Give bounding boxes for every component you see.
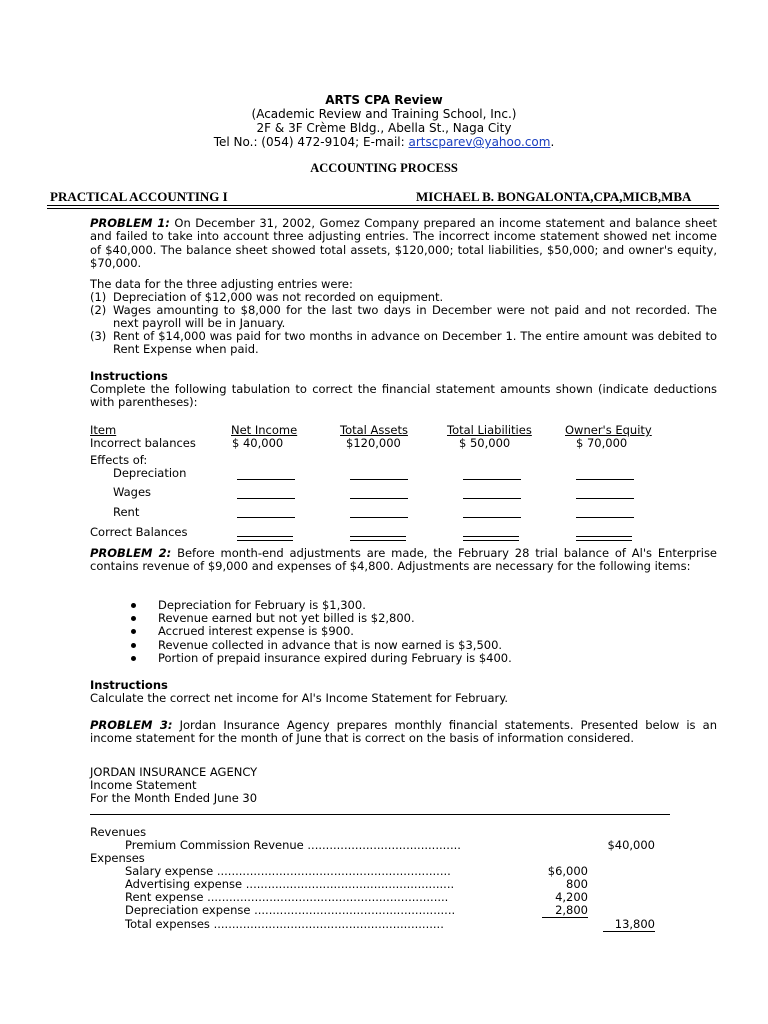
email-link[interactable]: artscparev@yahoo.com bbox=[408, 135, 551, 149]
entry-text: Depreciation of $12,000 was not recorded on equipment. bbox=[113, 290, 444, 304]
col-header-total-liabilities: Total Liabilities bbox=[447, 423, 532, 437]
topic-title: ACCOUNTING PROCESS bbox=[310, 161, 458, 175]
bullet-icon bbox=[131, 643, 136, 648]
course-title: PRACTICAL ACCOUNTING I bbox=[50, 189, 228, 204]
blank-wages-owners-equity[interactable] bbox=[576, 498, 634, 499]
entry-text: Rent of $14,000 was paid for two months in advance on December 1. The entire amount was debited to Rent Expense when paid. bbox=[113, 329, 717, 357]
entry-3 bbox=[90, 330, 717, 357]
blank-wages-total-assets[interactable] bbox=[350, 498, 408, 499]
blank-rent-total-liabilities[interactable] bbox=[463, 517, 521, 518]
col-header-net-income: Net Income bbox=[231, 423, 298, 437]
incorrect-total-assets: $120,000 bbox=[346, 436, 401, 450]
blank-depreciation-owners-equity[interactable] bbox=[576, 479, 634, 480]
problem2-instructions: Calculate the correct net income for Al's Income Statement for February. bbox=[90, 691, 509, 705]
blank-wages-total-liabilities[interactable] bbox=[463, 498, 521, 499]
tel-text: Tel No.: (054) 472-9104; E-mail: bbox=[213, 135, 409, 149]
premium-revenue-label: Premium Commission Revenue .......................................... bbox=[125, 838, 461, 852]
problem3-label: PROBLEM 3: bbox=[90, 718, 173, 732]
problem1-instructions: Complete the following tabulation to correct the financial statement amounts shown (indicate deductions with parentheses): bbox=[90, 382, 717, 410]
problem3-intro bbox=[90, 719, 717, 746]
problem2-text: Before month-end adjustments are made, the February 28 trial balance of Al's Enterprise contains revenue of $9,000 and expenses of $4,800. Adjustments are necessary for the following items: bbox=[90, 546, 718, 574]
col-header-total-assets: Total Assets bbox=[340, 423, 408, 437]
incorrect-net-income: $ 40,000 bbox=[232, 436, 284, 450]
org-title: ARTS CPA Review bbox=[325, 93, 443, 107]
revenues-label: Revenues bbox=[90, 825, 147, 839]
header-rule-top bbox=[47, 205, 719, 206]
entry-2 bbox=[90, 304, 717, 331]
premium-revenue-amount: $40,000 bbox=[607, 838, 655, 852]
list-item: Portion of prepaid insurance expired during February is $400. bbox=[131, 652, 512, 665]
blank-rent-owners-equity[interactable] bbox=[576, 517, 634, 518]
blank-depreciation-total-assets[interactable] bbox=[350, 479, 408, 480]
effect-depreciation: Depreciation bbox=[113, 466, 187, 480]
effect-wages: Wages bbox=[113, 485, 152, 499]
org-subtitle: (Academic Review and Training School, Inc.) bbox=[251, 107, 517, 121]
col-header-owners-equity: Owner's Equity bbox=[565, 423, 652, 437]
total-expenses-underline bbox=[603, 931, 655, 932]
blank-correct-net-income[interactable] bbox=[237, 536, 293, 541]
bullet-icon bbox=[131, 603, 136, 608]
expenses-label: Expenses bbox=[90, 851, 145, 865]
entry-text: Wages amounting to $8,000 for the last two days in December were not paid and not recorded. The next payroll will be in January. bbox=[113, 303, 717, 331]
problem2-instructions-heading: Instructions bbox=[90, 678, 168, 692]
incorrect-owners-equity: $ 70,000 bbox=[576, 436, 628, 450]
expense-depreciation-amount: 2,800 bbox=[555, 903, 588, 917]
tel-suffix: . bbox=[550, 135, 555, 149]
col-header-item: Item bbox=[90, 423, 117, 437]
org-address: 2F & 3F Crème Bldg., Abella St., Naga City bbox=[256, 121, 512, 135]
author-name: MICHAEL B. BONGALONTA,CPA,MICB,MBA bbox=[416, 189, 692, 204]
blank-rent-net-income[interactable] bbox=[237, 517, 295, 518]
statement-company: JORDAN INSURANCE AGENCY bbox=[90, 765, 258, 779]
problem3-text: Jordan Insurance Agency prepares monthly financial statements. Presented below is an income statement for the month of June that is correct on the basis of information considered. bbox=[90, 718, 717, 746]
expense-salary-label: Salary expense ................................................................ bbox=[125, 864, 451, 878]
statement-rule bbox=[90, 814, 670, 815]
expense-salary-amount: $6,000 bbox=[547, 864, 588, 878]
problem1-instructions-heading: Instructions bbox=[90, 369, 168, 383]
blank-correct-owners-equity[interactable] bbox=[576, 536, 632, 541]
expense-subtotal-underline bbox=[542, 917, 588, 918]
total-expenses-amount: 13,800 bbox=[614, 917, 655, 931]
total-expenses-label: Total expenses ............................................................... bbox=[125, 917, 444, 931]
problem2-label: PROBLEM 2: bbox=[90, 546, 172, 560]
problem1-label: PROBLEM 1: bbox=[90, 216, 170, 230]
problem1-text: On December 31, 2002, Gomez Company prepared an income statement and balance sheet and failed to take into account three adjusting entries. The incorrect income statement showed net income of $40,000. The balance sheet showed total assets, $120,000; total liabilities, $50,000; and owner's equity, $70,000. bbox=[90, 216, 717, 271]
list-item: Revenue collected in advance that is now earned is $3,500. bbox=[131, 639, 502, 652]
blank-correct-total-liabilities[interactable] bbox=[463, 536, 519, 541]
list-item: Depreciation for February is $1,300. bbox=[131, 599, 366, 612]
entry-number: (1) bbox=[90, 290, 107, 304]
expense-depreciation-label: Depreciation expense ....................................................... bbox=[125, 903, 456, 917]
incorrect-total-liabilities: $ 50,000 bbox=[459, 436, 511, 450]
problem1-data-lead: The data for the three adjusting entries were: bbox=[90, 277, 353, 291]
expense-rent-amount: 4,200 bbox=[555, 890, 588, 904]
blank-correct-total-assets[interactable] bbox=[350, 536, 406, 541]
list-item: Revenue earned but not yet billed is $2,800. bbox=[131, 612, 415, 625]
statement-period: For the Month Ended June 30 bbox=[90, 791, 258, 805]
row-label-incorrect: Incorrect balances bbox=[90, 436, 196, 450]
effect-rent: Rent bbox=[113, 505, 140, 519]
blank-rent-total-assets[interactable] bbox=[350, 517, 408, 518]
effects-label: Effects of: bbox=[90, 453, 148, 467]
list-item: Accrued interest expense is $900. bbox=[131, 625, 354, 638]
expense-advertising-label: Advertising expense ......................................................... bbox=[125, 877, 455, 891]
entry-number: (3) bbox=[90, 329, 107, 343]
bullet-icon bbox=[131, 616, 136, 621]
blank-depreciation-net-income[interactable] bbox=[237, 479, 295, 480]
statement-title: Income Statement bbox=[90, 778, 197, 792]
row-label-correct: Correct Balances bbox=[90, 525, 188, 539]
expense-rent-label: Rent expense .................................................................. bbox=[125, 890, 449, 904]
entry-number: (2) bbox=[90, 303, 107, 317]
blank-wages-net-income[interactable] bbox=[237, 498, 295, 499]
bullet-icon bbox=[131, 656, 136, 661]
blank-depreciation-total-liabilities[interactable] bbox=[463, 479, 521, 480]
expense-advertising-amount: 800 bbox=[566, 877, 588, 891]
problem1-intro bbox=[90, 217, 717, 271]
org-contact bbox=[0, 135, 768, 149]
bullet-icon bbox=[131, 629, 136, 634]
problem2-intro bbox=[90, 547, 717, 574]
header-rule-bottom bbox=[47, 208, 719, 209]
